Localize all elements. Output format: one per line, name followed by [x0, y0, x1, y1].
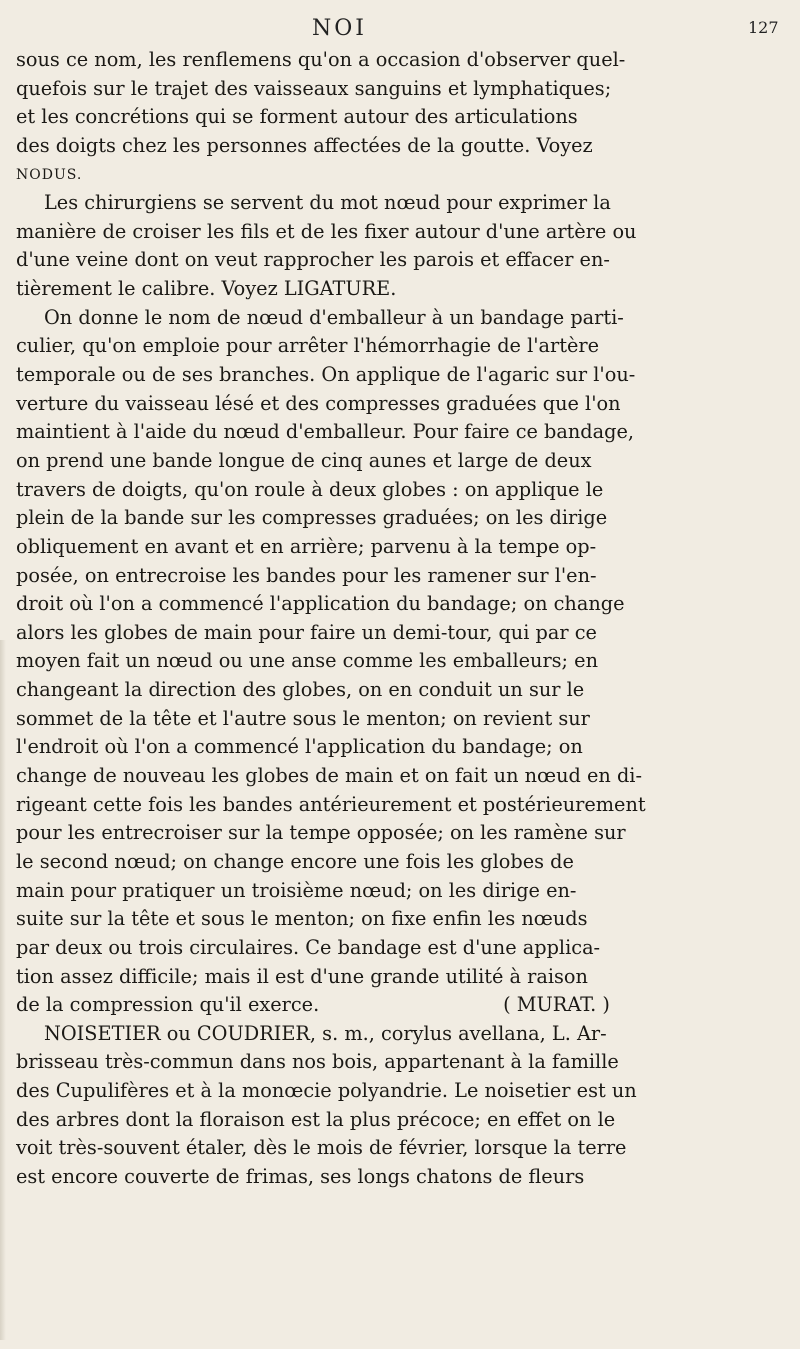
text-line: NODUS.	[16, 166, 83, 183]
text-line: l'endroit où l'on a commencé l'application du bandage; on	[16, 735, 583, 759]
text-line: tion assez difficile; mais il est d'une grande utilité à raison	[16, 964, 588, 988]
text-line: et les concrétions qui se forment autour des articulations	[16, 105, 578, 129]
text-line: Les chirurgiens se servent du mot nœud pour exprimer la	[44, 191, 611, 215]
text-line: maintient à l'aide du nœud d'emballeur. Pour faire ce bandage,	[16, 420, 635, 444]
text-line: temporale ou de ses branches. On applique de l'agaric sur l'ou-	[16, 363, 636, 387]
text-line: verture du vaisseau lésé et des compresses graduées que l'on	[16, 391, 621, 415]
text-line: On donne le nom de nœud d'emballeur à un bandage parti-	[44, 305, 624, 329]
text-line: alors les globes de main pour faire un demi-tour, qui par ce	[16, 620, 597, 644]
text-line: posée, on entrecroise les bandes pour les ramener sur l'en-	[16, 563, 597, 587]
page-number: 127	[748, 18, 779, 37]
text-line: pour les entrecroiser sur la tempe opposée; on les ramène sur	[16, 821, 626, 845]
text-line: changeant la direction des globes, on en conduit un sur le	[16, 678, 585, 702]
text-line: des arbres dont la floraison est la plus précoce; en effet on le	[16, 1107, 616, 1131]
text-line: quefois sur le trajet des vaisseaux sanguins et lymphatiques;	[16, 76, 612, 100]
text-line: on prend une bande longue de cinq aunes et large de deux	[16, 448, 592, 472]
text-line: travers de doigts, qu'on roule à deux globes : on applique le	[16, 477, 604, 501]
text-line: obliquement en avant et en arrière; parvenu à la tempe op-	[16, 534, 597, 558]
body-text	[16, 46, 768, 1192]
running-head: NOI	[312, 16, 367, 41]
text-line: culier, qu'on emploie pour arrêter l'hémorrhagie de l'artère	[16, 334, 600, 358]
text-line: manière de croiser les fils et de les fixer autour d'une artère ou	[16, 219, 637, 243]
text-line: d'une veine dont on veut rapprocher les parois et effacer en-	[16, 248, 610, 272]
text-line: main pour pratiquer un troisième nœud; on les dirige en-	[16, 878, 577, 902]
text-line: le second nœud; on change encore une fois les globes de	[16, 849, 574, 873]
text-line: plein de la bande sur les compresses graduées; on les dirige	[16, 506, 608, 530]
text-line: voit très-souvent étaler, dès le mois de février, lorsque la terre	[16, 1136, 627, 1160]
text-line: des Cupulifères et à la monœcie polyandrie. Le noisetier est un	[16, 1079, 637, 1103]
text-line: des doigts chez les personnes affectées de la goutte. Voyez	[16, 133, 593, 157]
text-line: sous ce nom, les renflemens qu'on a occasion d'observer quel-	[16, 48, 626, 71]
text-line: tièrement le calibre. Voyez LIGATURE.	[16, 277, 397, 301]
text-line: droit où l'on a commencé l'application du bandage; on change	[16, 592, 625, 616]
text-line: rigeant cette fois les bandes antérieurement et postérieurement	[16, 792, 646, 816]
text-line: sommet de la tête et l'autre sous le menton; on revient sur	[16, 706, 590, 730]
binding-shadow	[0, 640, 6, 1340]
text-line: est encore couverte de frimas, ses longs chatons de fleurs	[16, 1164, 585, 1188]
text-line: brisseau très-commun dans nos bois, appartenant à la famille	[16, 1050, 619, 1074]
text-line: moyen fait un nœud ou une anse comme les emballeurs; en	[16, 649, 599, 673]
page-header	[0, 14, 800, 44]
text-line: par deux ou trois circulaires. Ce bandage est d'une applica-	[16, 935, 601, 959]
text-line: change de nouveau les globes de main et on fait un nœud en di-	[16, 764, 642, 788]
text-line: NOISETIER ou COUDRIER, s. m., corylus avellana, L. Ar-	[44, 1021, 607, 1045]
text-line: suite sur la tête et sous le menton; on fixe enfin les nœuds	[16, 907, 588, 931]
text-line: de la compression qu'il exerce. ( MURAT. )	[16, 993, 610, 1017]
